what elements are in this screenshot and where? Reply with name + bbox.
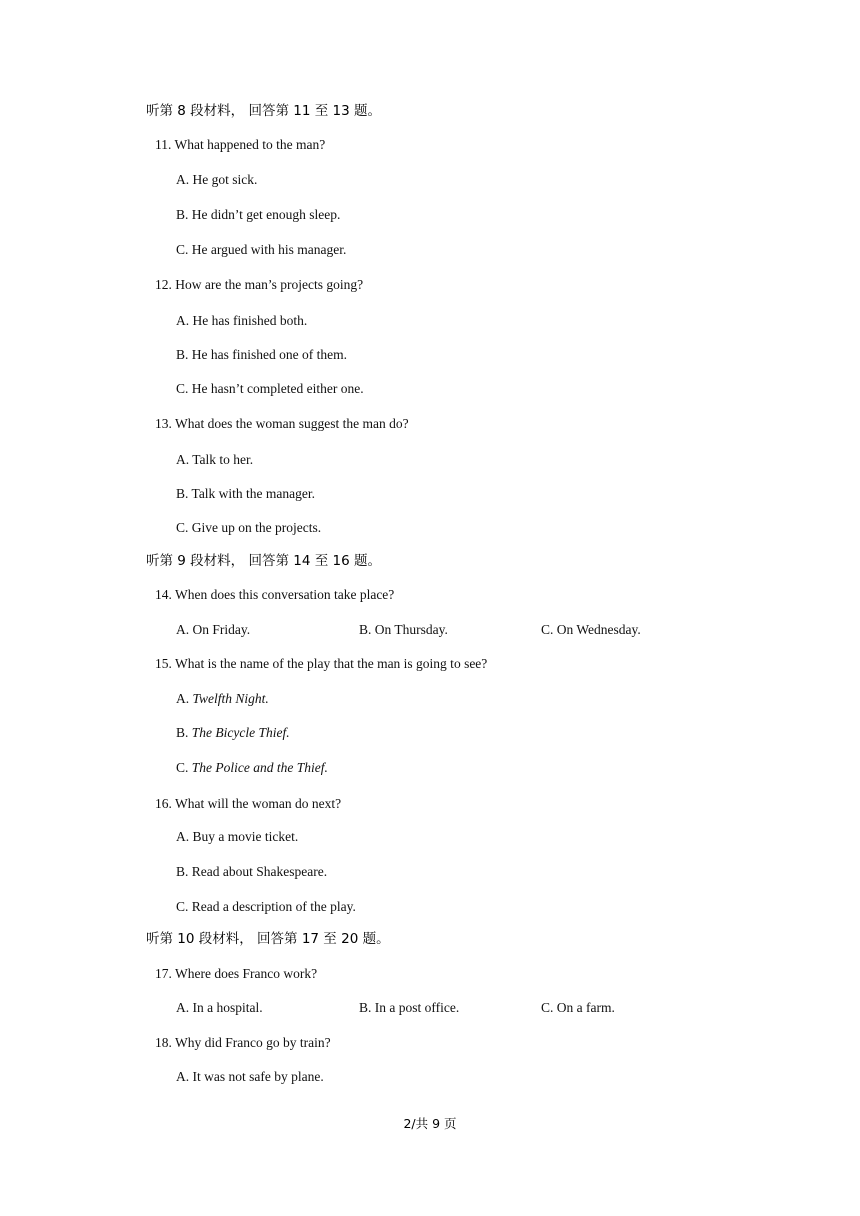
question-14-option-c: C. On Wednesday. [541,622,641,637]
section-8-heading: 听第 8 段材料， 回答第 11 至 13 题。 [146,103,381,119]
play-title: Twelfth Night. [192,691,269,706]
section-10-heading: 听第 10 段材料， 回答第 17 至 20 题。 [146,931,390,947]
question-16-option-b: B. Read about Shakespeare. [176,864,328,879]
question-11: 11. What happened to the man? [155,137,326,152]
question-17-option-a: A. In a hospital. [176,1000,263,1015]
question-11-option-a: A. He got sick. [176,172,258,187]
question-15-option-a [176,690,269,708]
question-13-option-c: C. Give up on the projects. [176,520,322,535]
question-17-option-b: B. In a post office. [359,1000,460,1015]
question-12-option-c: C. He hasn’t completed either one. [176,381,364,396]
question-11-option-c: C. He argued with his manager. [176,242,347,257]
section-9-heading: 听第 9 段材料， 回答第 14 至 16 题。 [146,553,381,569]
play-title: The Police and the Thief. [191,760,328,775]
question-14: 14. When does this conversation take place? [155,587,395,602]
question-12-option-b: B. He has finished one of them. [176,347,347,362]
question-15-option-c [176,759,328,777]
play-title: The Bicycle Thief. [191,725,290,740]
question-17-option-c: C. On a farm. [541,1000,615,1015]
question-13: 13. What does the woman suggest the man do? [155,416,409,431]
question-16-option-a: A. Buy a movie ticket. [176,829,299,844]
question-12-option-a: A. He has finished both. [176,313,308,328]
question-16-option-c: C. Read a description of the play. [176,899,356,914]
question-12: 12. How are the man’s projects going? [155,277,364,292]
question-13-option-a: A. Talk to her. [176,452,254,467]
option-label: B. [176,725,192,740]
option-label: A. [176,691,193,706]
page-footer: 2/共 9 页 [403,1116,457,1131]
question-17: 17. Where does Franco work? [155,966,318,981]
question-18: 18. Why did Franco go by train? [155,1035,331,1050]
option-label: C. [176,760,192,775]
question-14-option-b: B. On Thursday. [359,622,448,637]
question-15: 15. What is the name of the play that the man is going to see? [155,656,488,671]
question-11-option-b: B. He didn’t get enough sleep. [176,207,341,222]
question-14-option-a: A. On Friday. [176,622,251,637]
question-13-option-b: B. Talk with the manager. [176,486,316,501]
question-16: 16. What will the woman do next? [155,796,342,811]
question-15-option-b [176,724,290,742]
question-18-option-a: A. It was not safe by plane. [176,1069,324,1084]
